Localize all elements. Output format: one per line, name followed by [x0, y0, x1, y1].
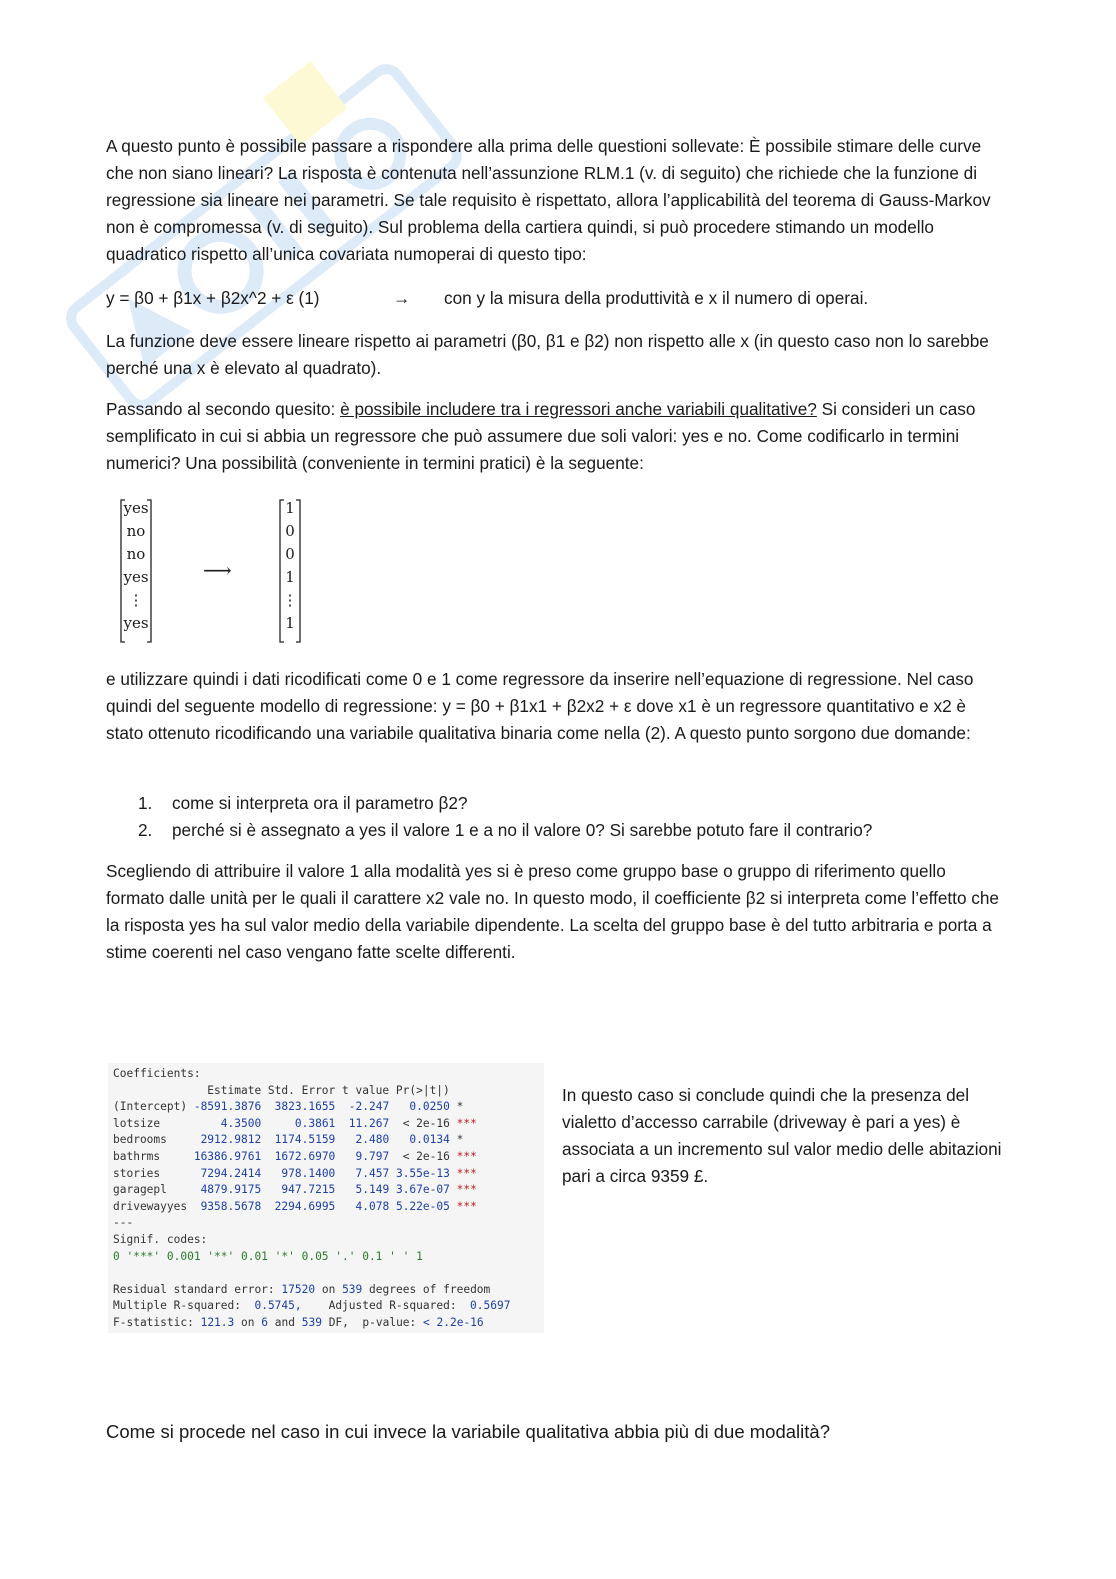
signif-label: Signif. codes: [113, 1232, 208, 1246]
matrix-cell: no [126, 522, 146, 540]
matrix-binary [278, 497, 302, 645]
coef-std-error: 3823.1655 [267, 1100, 336, 1114]
paragraph-intro: A questo punto è possibile passare a rispondere alla prima delle questioni sollevate: È possibile stimare delle curve che non siano lineari? La risposta è contenuta nell’assunzione RLM.1 (v. di seguito) che richiede che la funzione di regressione sia lineare nei parametri. Se tale requisito è rispettato, allora l’applicabilità del teorema di Gauss-Markov non è compromessa (v. di seguito). Sul problema della cartiera quindi, si può procedere stimando un modello quadratico rispetto all’unica covariata numoperai di questo tipo: [106, 136, 991, 264]
output-line [113, 1265, 510, 1282]
f-df1: 6 [261, 1315, 268, 1329]
f-value: 121.3 [200, 1315, 235, 1329]
coef-t-value: 4.078 [342, 1199, 390, 1213]
coefficients-header: Estimate Std. Error t value Pr(>|t|) [113, 1083, 450, 1097]
r2-value: 0.5745, [254, 1299, 302, 1313]
paragraph-qualitative [106, 396, 1006, 477]
matrix-cell: yes [123, 499, 149, 517]
coef-std-error: 978.1400 [267, 1166, 336, 1180]
matrix-cell: ⋮ [282, 591, 298, 609]
coef-name: bathrms [113, 1149, 194, 1163]
coefficient-row [113, 1149, 510, 1166]
coef-name: lotsize [113, 1116, 194, 1130]
arrow-icon: → [393, 288, 411, 308]
coef-std-error: 2294.6995 [267, 1199, 336, 1213]
f-label: F-statistic: [113, 1315, 194, 1329]
coef-t-value: 5.149 [342, 1183, 390, 1197]
coefficient-row [113, 1199, 510, 1216]
coef-p-value: 3.55e-13 [395, 1166, 450, 1180]
coef-p-value: < 2e-16 [395, 1149, 450, 1163]
matrix-cell: ⋮ [128, 591, 144, 609]
output-line [113, 1232, 510, 1249]
signif-stars: *** [456, 1199, 477, 1213]
coef-p-value: 3.67e-07 [395, 1183, 450, 1197]
rse-df: 539 [342, 1282, 363, 1296]
coef-estimate: 7294.2414 [193, 1166, 262, 1180]
list-text: perché si è assegnato a yes il valore 1 e a no il valore 0? Si sarebbe potuto fare il contrario? [172, 820, 873, 840]
signif-stars: *** [456, 1183, 477, 1197]
closing-question: Come si procede nel caso in cui invece la variabile qualitativa abbia più di due modalità? [106, 1421, 830, 1442]
paragraph-linearity: La funzione deve essere lineare rispetto ai parametri (β0, β1 e β2) non rispetto alle x (in questo caso non lo sarebbe perché una x è elevato al quadrato). [106, 331, 989, 378]
signif-stars: *** [456, 1116, 477, 1130]
list-item [138, 817, 872, 844]
adj-r2-label: Adjusted R-squared: [328, 1299, 457, 1313]
r2-label: Multiple R-squared: [113, 1299, 241, 1313]
paragraph-base-group: Scegliendo di attribuire il valore 1 alla modalità yes si è preso come gruppo base o gruppo di riferimento quello formato dalle unità per le quali il carattere x2 vale no. In questo modo, il coefficiente β2 si interpreta come l’effetto che la risposta yes ha sul valor medio della variabile dipendente. La scelta del gruppo base è del tutto arbitraria e porta a stime coerenti nel caso vengano fatte scelte differenti. [106, 861, 999, 962]
paragraph-lead: Passando al secondo quesito: [106, 399, 341, 419]
coef-t-value: -2.247 [342, 1100, 390, 1114]
signif-stars: * [456, 1133, 464, 1147]
coefficient-row [113, 1182, 510, 1199]
coef-estimate: 9358.5678 [193, 1199, 262, 1213]
regression-output-text [113, 1066, 510, 1332]
output-line [113, 1215, 510, 1232]
matrix-cell: 1 [285, 499, 295, 517]
regression-output [108, 1063, 544, 1333]
f-and: and [274, 1315, 295, 1329]
coef-p-value: 5.22e-05 [395, 1199, 450, 1213]
matrix-cell: 1 [285, 568, 295, 586]
output-line [113, 1282, 510, 1299]
matrix-cell: no [126, 545, 146, 563]
f-df2: 539 [301, 1315, 322, 1329]
long-arrow-icon: ⟶ [203, 558, 232, 582]
list-text: come si interpreta ora il parametro β2? [172, 793, 468, 813]
underlined-question: è possibile includere tra i regressori anche variabili qualitative? [340, 399, 817, 419]
paragraph-model: e utilizzare quindi i dati ricodificati come 0 e 1 come regressore da inserire nell’equazione di regressione. Nel caso quindi del seguente modello di regressione: y = β0 + β1x1 + β2x2 + ε dove x1 è un regressore quantitativo e x2 è stato ottenuto ricodificando una variabile qualitativa binaria come nella (2). A questo punto sorgono due domande: [106, 669, 974, 743]
coef-name: stories [113, 1166, 194, 1180]
coef-estimate: -8591.3876 [193, 1100, 262, 1114]
coefficient-row [113, 1116, 510, 1133]
equation-description: con y la misura della produttività e x il numero di operai. [444, 288, 869, 308]
matrix-cell: yes [123, 614, 149, 632]
coefficients-title: Coefficients: [113, 1067, 201, 1080]
output-line [113, 1083, 510, 1100]
coef-std-error: 1174.5159 [267, 1133, 336, 1147]
coef-p-value: 0.0134 [395, 1133, 450, 1147]
coefficient-row [113, 1166, 510, 1183]
list-number: 2. [138, 820, 153, 840]
paragraph-rest: Si consideri un caso semplificato in cui si abbia un regressore che può assumere due soli valori: yes e no. Come codificarlo in termini numerici? Una possibilità (conveniente in termini pratici) è la seguente: [106, 399, 976, 473]
coef-t-value: 2.480 [342, 1133, 390, 1147]
rse-tail: degrees of freedom [369, 1282, 491, 1296]
coefficient-row [113, 1099, 510, 1116]
coef-name: drivewayyes [113, 1199, 194, 1213]
equation-quadratic: y = β0 + β1x + β2x^2 + ε (1) [106, 288, 320, 308]
coef-estimate: 4879.9175 [193, 1183, 262, 1197]
output-line [113, 1066, 510, 1083]
coef-t-value: 11.267 [342, 1116, 390, 1130]
matrix-cell: 0 [285, 522, 295, 540]
coef-estimate: 4.3500 [193, 1116, 262, 1130]
list-number: 1. [138, 793, 153, 813]
paragraph-conclusion: In questo caso si conclude quindi che la presenza del vialetto d’accesso carrabile (driveway è pari a yes) è associata a un incremento sul valor medio delle abitazioni pari a circa 9359 £. [562, 1085, 1002, 1187]
matrix-cell: 1 [285, 614, 295, 632]
matrix-cell: 0 [285, 545, 295, 563]
p-value: < 2.2e-16 [423, 1315, 484, 1329]
coefficient-row [113, 1132, 510, 1149]
coef-p-value: < 2e-16 [395, 1116, 450, 1130]
separator: --- [113, 1216, 134, 1230]
list-item [138, 790, 468, 817]
rse-on: on [321, 1282, 336, 1296]
coef-name: bedrooms [113, 1133, 194, 1147]
coef-std-error: 0.3861 [267, 1116, 336, 1130]
signif-stars: *** [456, 1166, 477, 1180]
signif-stars: * [456, 1100, 464, 1114]
rse-label: Residual standard error: [113, 1282, 282, 1296]
coef-t-value: 7.457 [342, 1166, 390, 1180]
coef-estimate: 16386.9761 [193, 1149, 262, 1163]
rse-value: 17520 [281, 1282, 316, 1296]
coef-estimate: 2912.9812 [193, 1133, 262, 1147]
adj-r2-value: 0.5697 [470, 1299, 511, 1313]
output-line [113, 1315, 510, 1332]
coef-std-error: 947.7215 [267, 1183, 336, 1197]
coef-std-error: 1672.6970 [267, 1149, 336, 1163]
matrix-yes-no [118, 497, 154, 645]
matrix-cell: yes [123, 568, 149, 586]
output-line [113, 1249, 510, 1266]
signif-codes: 0 '***' 0.001 '**' 0.01 '*' 0.05 '.' 0.1 ' ' 1 [113, 1249, 423, 1263]
signif-stars: *** [456, 1149, 477, 1163]
f-on: on [241, 1315, 255, 1329]
p-label: p-value: [362, 1315, 417, 1329]
coef-p-value: 0.0250 [395, 1100, 450, 1114]
f-df-label: DF, [328, 1315, 349, 1329]
coef-name: (Intercept) [113, 1100, 194, 1114]
output-line [113, 1298, 510, 1315]
coef-t-value: 9.797 [342, 1149, 390, 1163]
coef-name: garagepl [113, 1183, 194, 1197]
